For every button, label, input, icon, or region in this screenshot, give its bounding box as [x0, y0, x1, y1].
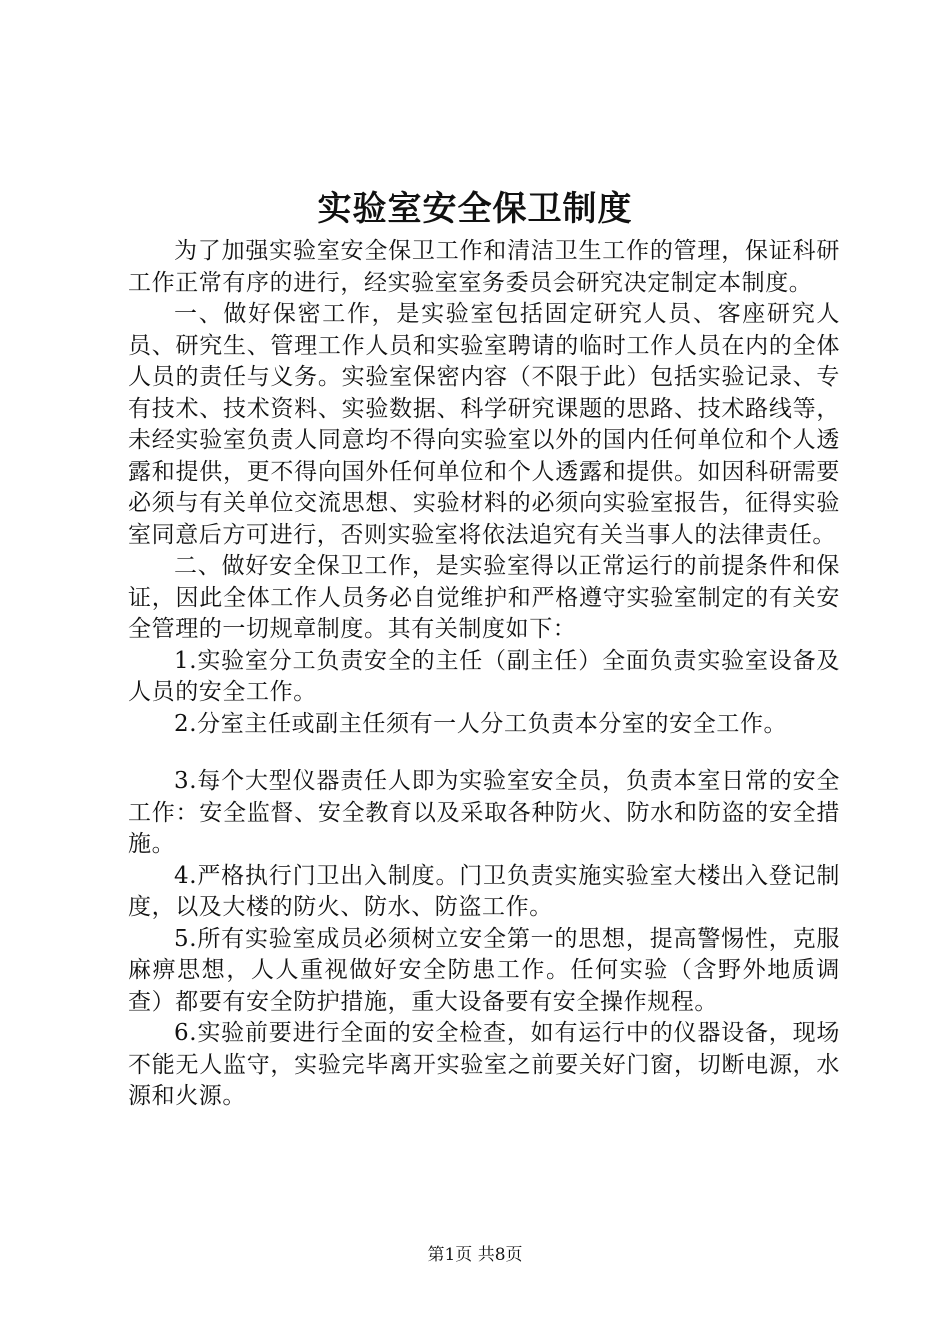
- list-item-1: 1.实验室分工负责安全的主任（副主任）全面负责实验室设备及人员的安全工作。: [128, 647, 840, 705]
- list-item-4: 4.严格执行门卫出入制度。门卫负责实施实验室大楼出入登记制度，以及大楼的防火、防水、防盗工作。: [128, 862, 840, 920]
- paragraph-section-2: 二、做好安全保卫工作，是实验室得以正常运行的前提条件和保证，因此全体工作人员务必自觉维护和严格遵守实验室制定的有关安全管理的一切规章制度。其有关制度如下：: [128, 553, 840, 642]
- page-number-footer: 第1页 共8页: [427, 1245, 523, 1265]
- paragraph-intro: 为了加强实验室安全保卫工作和清洁卫生工作的管理，保证科研工作正常有序的进行，经实验室室务委员会研究决定制定本制度。: [128, 238, 840, 296]
- document-title: 实验室安全保卫制度: [317, 189, 633, 229]
- list-item-3: 3.每个大型仪器责任人即为实验室安全员，负责本室日常的安全工作：安全监督、安全教育以及采取各种防火、防水和防盗的安全措施。: [128, 768, 840, 857]
- list-item-5: 5.所有实验室成员必须树立安全第一的思想，提高警惕性，克服麻痹思想，人人重视做好安全防患工作。任何实验（含野外地质调查）都要有安全防护措施，重大设备要有安全操作规程。: [128, 925, 840, 1015]
- document-body: [128, 236, 840, 1113]
- paragraph-section-1: 一、做好保密工作，是实验室包括固定研究人员、客座研究人员、研究生、管理工作人员和实验室聘请的临时工作人员在内的全体人员的责任与义务。实验室保密内容（不限于此）包括实验记录、专有技术、技术资料、实验数据、科学研究课题的思路、技术路线等，未经实验室负责人同意均不得向实验室以外的国内任何单位和个人透露和提供，更不得向国外任何单位和个人透露和提供。如因科研需要必须与有关单位交流思想、实验材料的必须向实验室报告，征得实验室同意后方可进行，否则实验室将依法追究有关当事人的法律责任。: [128, 301, 840, 548]
- list-item-6: 6.实验前要进行全面的安全检查，如有运行中的仪器设备，现场不能无人监守，实验完毕离开实验室之前要关好门窗，切断电源，水源和火源。: [128, 1020, 840, 1109]
- list-item-2: 2.分室主任或副主任须有一人分工负责本分室的安全工作。: [174, 710, 788, 737]
